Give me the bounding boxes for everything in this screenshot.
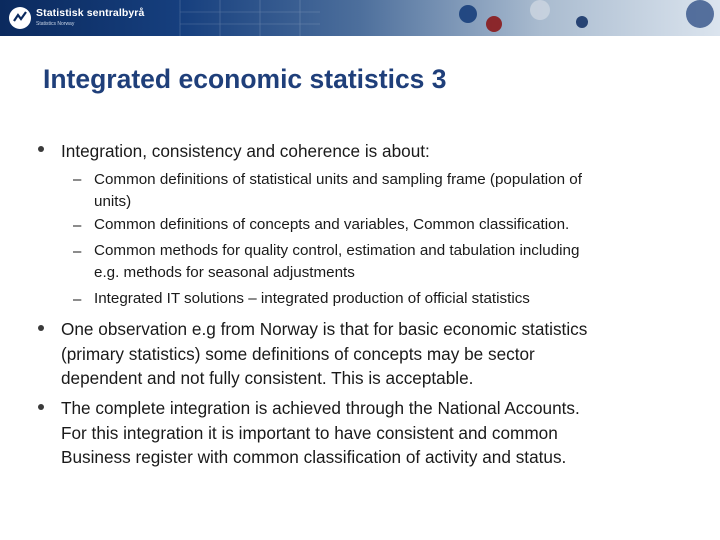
sub-bullet-text: [94, 240, 579, 283]
sub-bullet-text: [94, 169, 582, 212]
bullet-line: (primary statistics) some definitions of concepts may be sector: [61, 343, 535, 364]
bullet-line: dependent and not fully consistent. This is acceptable.: [61, 368, 474, 389]
sub-bullet-line: Common definitions of statistical units and sampling frame (population of: [94, 171, 582, 188]
bullet-text: [61, 139, 430, 164]
bullet-line: For this integration it is important to have consistent and common: [61, 422, 558, 443]
sub-bullet-marker: –: [73, 243, 82, 260]
bullet-line: Integration, consistency and coherence is about:: [61, 141, 430, 161]
bullet-line: The complete integration is achieved through the National Accounts.: [61, 398, 580, 418]
bullet-text: [61, 396, 580, 470]
sub-bullet-text: [94, 214, 569, 236]
header-banner: [0, 0, 720, 36]
bullet-marker: [38, 146, 44, 152]
sub-bullet-line: e.g. methods for seasonal adjustments: [94, 263, 355, 281]
sub-bullet-text: [94, 288, 530, 310]
logo-icon: [8, 6, 32, 30]
logo-subtitle: Statistics Norway: [36, 21, 75, 27]
sub-bullet-line: units): [94, 192, 132, 210]
bullet-line: Business register with common classification of activity and status.: [61, 447, 567, 468]
sub-bullet-line: Integrated IT solutions – integrated production of official statistics: [94, 290, 530, 307]
bullet-text: [61, 317, 587, 391]
sub-bullet-marker: –: [73, 171, 82, 188]
bullet-line: One observation e.g from Norway is that for basic economic statistics: [61, 319, 588, 339]
bullet-marker: [38, 325, 44, 331]
bullet-marker: [38, 404, 44, 410]
sub-bullet-line: Common definitions of concepts and variables, Common classification.: [94, 216, 570, 233]
slide-title: Integrated economic statistics 3: [43, 64, 447, 94]
logo-name: Statistisk sentralbyrå: [36, 7, 145, 19]
sub-bullet-marker: –: [73, 291, 82, 308]
sub-bullet-marker: –: [73, 217, 82, 234]
sub-bullet-line: Common methods for quality control, estimation and tabulation including: [94, 242, 580, 259]
